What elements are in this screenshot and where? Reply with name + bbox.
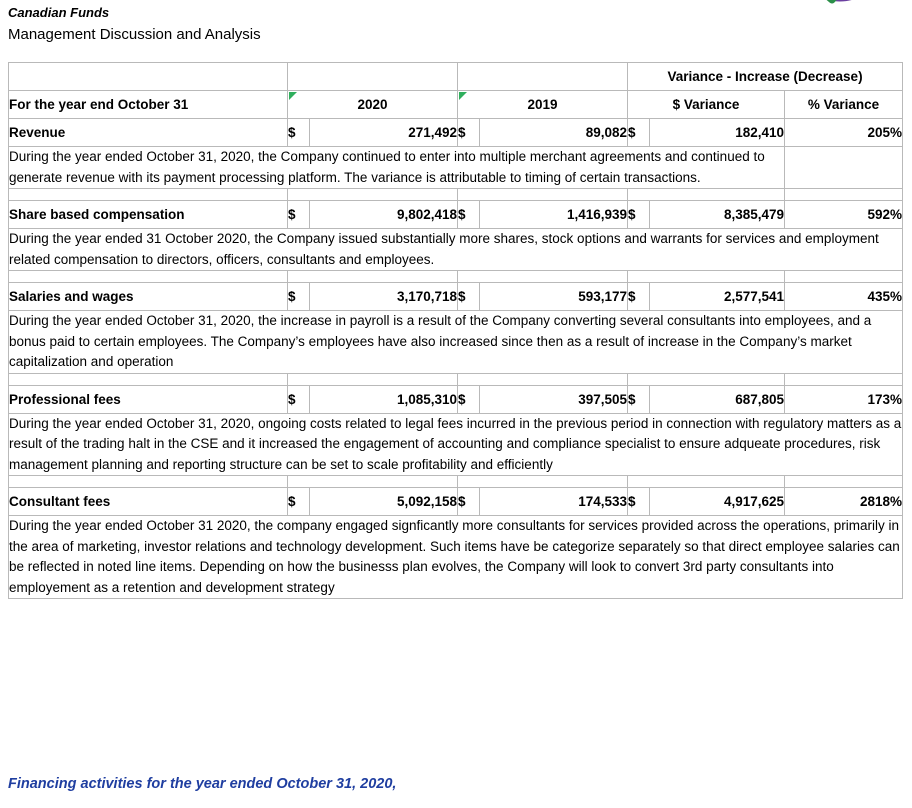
column-header-2019 (458, 91, 628, 119)
table-row-spacer (9, 373, 903, 385)
empty-cell (785, 373, 903, 385)
empty-cell (785, 189, 903, 201)
empty-cell (288, 63, 458, 91)
empty-cell (458, 476, 628, 488)
column-header-2019-text: 2019 (527, 97, 558, 112)
value-percent-variance: 592% (785, 201, 903, 229)
table-row-note (9, 147, 903, 189)
currency-symbol: $ (458, 119, 480, 147)
table-row-note (9, 413, 903, 476)
column-header-2020-text: 2020 (357, 97, 388, 112)
table-row-variance-header (9, 63, 903, 91)
empty-cell (288, 476, 458, 488)
table-row-spacer (9, 476, 903, 488)
empty-cell (458, 271, 628, 283)
row-note: During the year ended October 31 2020, the company engaged signficantly more consultants for services provided across the operations, primarily in the area of marketing, investor relations and technology development. Such items have be categorize separately so that direct employee salaries can be reflected in noted line items. Depending on how the businesss plan evolves, the Company will look to convert 3rd party consultants into employement as a retention and development strategy (9, 516, 903, 599)
row-label: Revenue (9, 119, 288, 147)
table-row-note (9, 516, 903, 599)
currency-symbol: $ (628, 119, 650, 147)
empty-cell (9, 373, 288, 385)
table-row (9, 201, 903, 229)
value-2019: 397,505 (480, 385, 628, 413)
empty-cell (628, 476, 785, 488)
table-row (9, 283, 903, 311)
empty-cell (458, 189, 628, 201)
currency-symbol: $ (288, 119, 310, 147)
empty-cell (785, 271, 903, 283)
table-row (9, 119, 903, 147)
empty-cell (9, 476, 288, 488)
value-2019: 593,177 (480, 283, 628, 311)
page-title: Management Discussion and Analysis (8, 26, 261, 43)
column-header-dollar-variance: $ Variance (628, 91, 785, 119)
value-2020: 3,170,718 (310, 283, 458, 311)
table-row (9, 385, 903, 413)
value-dollar-variance: 4,917,625 (650, 488, 785, 516)
row-label: Share based compensation (9, 201, 288, 229)
value-dollar-variance: 2,577,541 (650, 283, 785, 311)
document-header (0, 0, 912, 46)
value-percent-variance: 2818% (785, 488, 903, 516)
value-dollar-variance: 8,385,479 (650, 201, 785, 229)
value-2020: 9,802,418 (310, 201, 458, 229)
value-dollar-variance: 687,805 (650, 385, 785, 413)
currency-symbol: $ (288, 385, 310, 413)
empty-cell (458, 373, 628, 385)
row-note: During the year ended October 31, 2020, the Company continued to enter into multiple merchant agreements and continued to generate revenue with its payment processing platform. The variance is attributable to timing of certain transactions. (9, 147, 785, 189)
currency-symbol: $ (628, 385, 650, 413)
value-2020: 1,085,310 (310, 385, 458, 413)
value-2020: 5,092,158 (310, 488, 458, 516)
empty-cell (628, 271, 785, 283)
value-2019: 174,533 (480, 488, 628, 516)
value-percent-variance: 205% (785, 119, 903, 147)
document-kicker: Canadian Funds (8, 5, 110, 20)
comment-flag-icon (289, 92, 297, 100)
table-row-spacer (9, 189, 903, 201)
currency-symbol: $ (458, 385, 480, 413)
table-row-column-headers (9, 91, 903, 119)
financing-activities-heading: Financing activities for the year ended October 31, 2020, (8, 776, 397, 792)
empty-cell (628, 373, 785, 385)
empty-cell (628, 189, 785, 201)
mda-variance-table (8, 62, 903, 599)
currency-symbol: $ (288, 201, 310, 229)
empty-cell (288, 271, 458, 283)
currency-symbol: $ (458, 283, 480, 311)
value-2020: 271,492 (310, 119, 458, 147)
table-row (9, 488, 903, 516)
currency-symbol: $ (458, 201, 480, 229)
currency-symbol: $ (628, 488, 650, 516)
value-percent-variance: 173% (785, 385, 903, 413)
value-2019: 1,416,939 (480, 201, 628, 229)
empty-cell (785, 476, 903, 488)
currency-symbol: $ (458, 488, 480, 516)
row-label: Consultant fees (9, 488, 288, 516)
column-header-percent-variance: % Variance (785, 91, 903, 119)
row-note: During the year ended October 31, 2020, the increase in payroll is a result of the Company converting several consultants into employees, and a bonus paid to certain employees. The Company’s employees have also increased since then as a result of increase in the Company’s market capitalization and operation (9, 311, 903, 374)
table-row-note (9, 311, 903, 374)
variance-group-header: Variance - Increase (Decrease) (628, 63, 903, 91)
row-note: During the year ended 31 October 2020, the Company issued substantially more shares, stock options and warrants for services and employment related compensation to directors, officers, consultants and employees. (9, 229, 903, 271)
value-percent-variance: 435% (785, 283, 903, 311)
column-header-2020 (288, 91, 458, 119)
empty-cell (288, 373, 458, 385)
empty-cell (288, 189, 458, 201)
comment-flag-icon (459, 92, 467, 100)
table-row-spacer (9, 271, 903, 283)
row-label: Salaries and wages (9, 283, 288, 311)
empty-cell (9, 63, 288, 91)
currency-symbol: $ (288, 283, 310, 311)
value-dollar-variance: 182,410 (650, 119, 785, 147)
table-row-note (9, 229, 903, 271)
row-note: During the year ended October 31, 2020, ongoing costs related to legal fees incurred in the previous period in connection with regulatory matters as a result of the trading halt in the CSE and it increased the engagement of accounting and compliance specialist to ensure adqueate procedures, risk management planning and reporting structure can be set to scale profitability and efficiently (9, 413, 903, 476)
empty-cell (458, 63, 628, 91)
currency-symbol: $ (628, 283, 650, 311)
empty-cell (9, 189, 288, 201)
empty-cell (9, 271, 288, 283)
empty-cell (785, 147, 903, 189)
row-label: Professional fees (9, 385, 288, 413)
value-2019: 89,082 (480, 119, 628, 147)
year-end-label: For the year end October 31 (9, 91, 288, 119)
currency-symbol: $ (288, 488, 310, 516)
currency-symbol: $ (628, 201, 650, 229)
